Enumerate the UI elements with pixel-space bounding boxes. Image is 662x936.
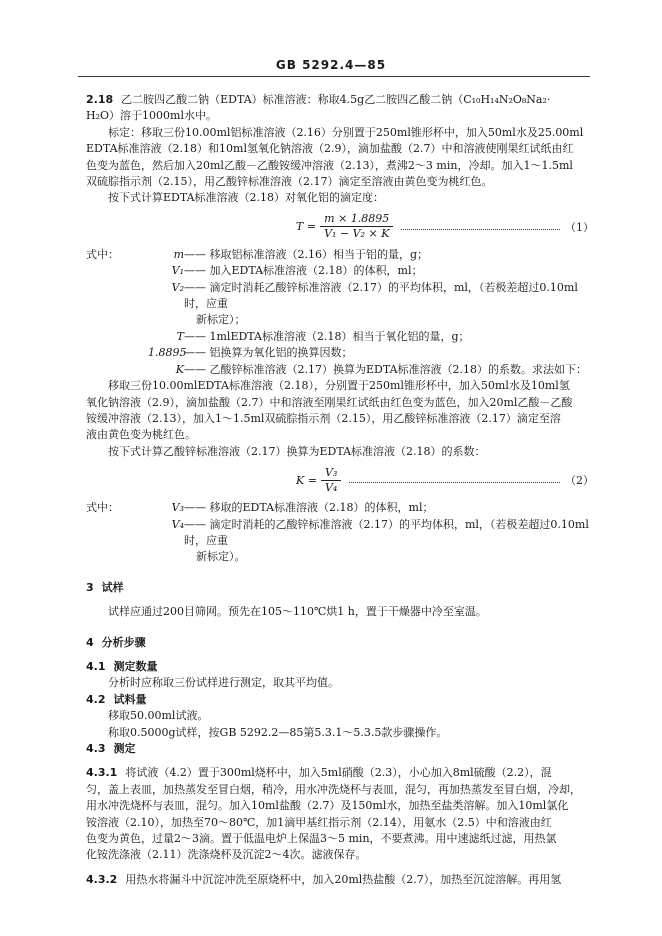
definition-symbol: [148, 549, 184, 565]
equation-number: （1）: [565, 220, 594, 234]
section-4-3-1-line3: 用水冲洗烧杯与表皿，混匀。加入10ml盐酸（2.7）及150ml水，加热至盐类溶解。加入10ml氯化: [86, 799, 569, 813]
definition-row: [86, 549, 594, 565]
definition-text: —— 滴定时消耗乙酸锌标准溶液（2.17）的平均体积，ml，（若极差超过0.10ml时，应重: [184, 280, 578, 311]
definition-row: [86, 500, 594, 516]
definition-symbol: 1.8895: [148, 346, 187, 360]
definition-text: 新标定）；: [196, 313, 246, 327]
section-4-2-line1: 移取50.00ml试液。: [108, 709, 209, 723]
definition-row: [86, 280, 594, 313]
calibration-line4: 双硫腙指示剂（2.15），用乙酸锌标准溶液（2.17）滴定至溶液由黄色变为桃红色。: [86, 175, 493, 189]
definition-lead: [86, 312, 148, 328]
definition-text: —— 移取铝标准溶液（2.16）相当于铝的量，g；: [184, 247, 429, 261]
formula-2: [86, 462, 594, 498]
section-4-1-heading: [86, 659, 594, 675]
formula-numerator: m × 1.8895: [320, 212, 393, 227]
leader-dots: [349, 481, 560, 483]
definition-symbol: K: [175, 362, 184, 376]
definition-lead: [86, 345, 148, 361]
section-4-3-1-line4: 铵溶液（2.10），加热至70～80℃，加1滴甲基红指示剂（2.14），用氨水（2.5）中和溶液由红: [86, 815, 552, 829]
section-number: 4.1: [86, 659, 106, 673]
calibration-line1: 标定：移取三份10.00ml铝标准溶液（2.16）分别置于250ml锥形杯中，加入50ml水及25.00ml: [108, 125, 584, 139]
section-text: 将试液（4.2）置于300ml烧杯中，加入5ml硝酸（2.3），小心加入8ml硫酸（2.2），混: [125, 766, 552, 780]
section-4-heading: [86, 635, 594, 651]
sec-2-18-line2: H₂O）溶于1000ml水中。: [86, 109, 217, 123]
section-4-2-line2: 称取0.5000g试样，按GB 5292.2—85第5.3.1～5.3.5款步骤操作。: [108, 725, 448, 739]
definition-symbol: T: [176, 329, 184, 343]
definition-lead: [86, 329, 148, 345]
sec-2-18-line1: [86, 92, 594, 108]
paraK-line4: 液由黄色变为桃红色。: [86, 428, 196, 442]
definition-row: [86, 312, 594, 328]
definition-row: [86, 362, 594, 378]
formula-denominator: V₁ − V₂ × K: [324, 227, 390, 241]
paraK-line2: 氧化钠溶液（2.9），滴加盐酸（2.7）中和溶液至刚果红试纸由红色变为蓝色，加入20ml乙酸－乙酸: [86, 395, 573, 409]
definition-lead: 式中：: [86, 247, 119, 261]
section-title: 试样: [101, 580, 124, 594]
document-body: [86, 92, 594, 888]
section-number: 4: [86, 635, 94, 649]
leader-dots: [401, 228, 560, 230]
section-4-3-2-line1: [86, 872, 594, 888]
formula-lhs: T =: [296, 220, 317, 234]
section-4-1-text: 分析时应称取三份试样进行测定，取其平均值。: [108, 676, 339, 690]
definition-text: —— 铝换算为氧化铝的换算因数；: [184, 346, 353, 360]
definition-text: —— 滴定时消耗的乙酸锌标准溶液（2.17）的平均体积，ml，（若极差超过0.10ml时，应重: [184, 517, 589, 547]
standard-number-header: GB 5292.4—85: [275, 58, 387, 72]
definition-row: [86, 263, 594, 279]
section-4-3-heading: [86, 741, 594, 757]
definition-lead: 式中：: [86, 501, 119, 515]
section-3-text: 试样应通过200目筛网。预先在105～110℃烘1 h，置于干燥器中冷至室温。: [108, 605, 487, 619]
section-3-heading: [86, 580, 594, 596]
formula-numerator: V₃: [321, 466, 341, 481]
definition-symbol: m: [173, 247, 184, 261]
definition-text: —— 1mlEDTA标准溶液（2.18）相当于氧化铝的量，g；: [184, 329, 470, 343]
definition-text: 新标定）。: [196, 550, 246, 564]
definition-symbol: V₁: [171, 264, 184, 278]
equation-number: （2）: [565, 474, 594, 488]
definitions-1: [86, 247, 594, 378]
section-number: 3: [86, 580, 94, 594]
section-text: 用热水将漏斗中沉淀冲洗至原烧杯中，加入20ml热盐酸（2.7），加热至沉淀溶解。再用氢: [125, 872, 562, 886]
section-title: 测定数量: [113, 659, 158, 673]
formula-denominator: V₄: [324, 480, 338, 494]
definition-symbol: V₄: [171, 517, 184, 531]
definition-symbol: [148, 312, 184, 328]
definition-symbol: V₂: [171, 280, 184, 294]
section-number: 4.3: [86, 742, 106, 755]
definition-row: [86, 329, 594, 345]
section-4-3-1-line6: 化铵洗涤液（2.11）洗涤烧杯及沉淀2～4次。滤液保存。: [86, 848, 367, 862]
definition-text: —— 乙酸锌标准溶液（2.17）换算为EDTA标准溶液（2.18）的系数。求法如下：: [184, 362, 588, 376]
definitions-2: [86, 500, 594, 566]
formula-lhs: K =: [296, 473, 317, 487]
section-4-3-1-line5: 色变为黄色，过量2～3滴。置于低温电炉上保温3～5 min，不要煮沸。用中速滤纸过滤，用热氯: [86, 832, 557, 846]
section-number: 4.3.2: [86, 872, 118, 886]
section-title: 测定: [113, 742, 136, 755]
calibration-line2: EDTA标准溶液（2.18）和10ml氢氧化钠溶液（2.9），滴加盐酸（2.7）中和溶液使刚果红试纸由红: [86, 142, 574, 156]
section-title: 试料量: [113, 692, 147, 706]
definition-lead: [86, 549, 148, 565]
section-4-2-heading: [86, 692, 594, 708]
definition-lead: [86, 362, 148, 378]
section-number: 2.18: [86, 93, 114, 106]
definition-symbol: V₃: [171, 501, 184, 515]
definition-row: [86, 345, 594, 361]
section-4-3-1-line2: 匀，盖上表皿，加热蒸发至冒白烟，稍冷，用水冲洗烧杯与表皿，混匀，再加热蒸发至冒白烟，冷却，: [86, 782, 581, 796]
definition-text: —— 加入EDTA标准溶液（2.18）的体积，ml；: [184, 264, 423, 278]
definition-row: [86, 517, 594, 550]
section-number: 4.3.1: [86, 766, 118, 780]
paraK-line1: 移取三份10.00mlEDTA标准溶液（2.18），分别置于250ml锥形杯中，加入50ml水及10ml氢: [108, 379, 570, 393]
section-title: 分析步骤: [101, 635, 146, 649]
formula-fraction: [321, 466, 341, 495]
formula-fraction: [320, 212, 393, 241]
definition-lead: [86, 517, 148, 550]
sec-2-18-text: 乙二胺四乙酸二钠（EDTA）标准溶液：称取4.5g乙二胺四乙酸二钠（C₁₀H₁₄N₂O₈Na₂·: [121, 93, 551, 106]
paraK-line5: 按下式计算乙酸锌标准溶液（2.17）换算为EDTA标准溶液（2.18）的系数：: [108, 444, 486, 458]
paraK-line3: 铵缓冲溶液（2.13），加入1～1.5ml双硫腙指示剂（2.15），用乙酸锌标准溶液（2.17）滴定至溶: [86, 411, 561, 425]
definition-text: —— 移取的EDTA标准溶液（2.18）的体积，ml；: [184, 501, 434, 515]
definition-lead: [86, 263, 148, 279]
calc-intro: 按下式计算EDTA标准溶液（2.18）对氧化铝的滴定度：: [108, 191, 385, 205]
section-number: 4.2: [86, 692, 106, 706]
definition-row: [86, 247, 594, 263]
definition-lead: [86, 280, 148, 313]
calibration-line3: 色变为蓝色，然后加入20ml乙酸－乙酸铵缓冲溶液（2.13），煮沸2～3 min，冷却。加入1～1.5ml: [86, 158, 573, 172]
formula-1: [86, 209, 594, 245]
header-rule: [78, 76, 590, 77]
section-4-3-1-line1: [86, 765, 594, 781]
